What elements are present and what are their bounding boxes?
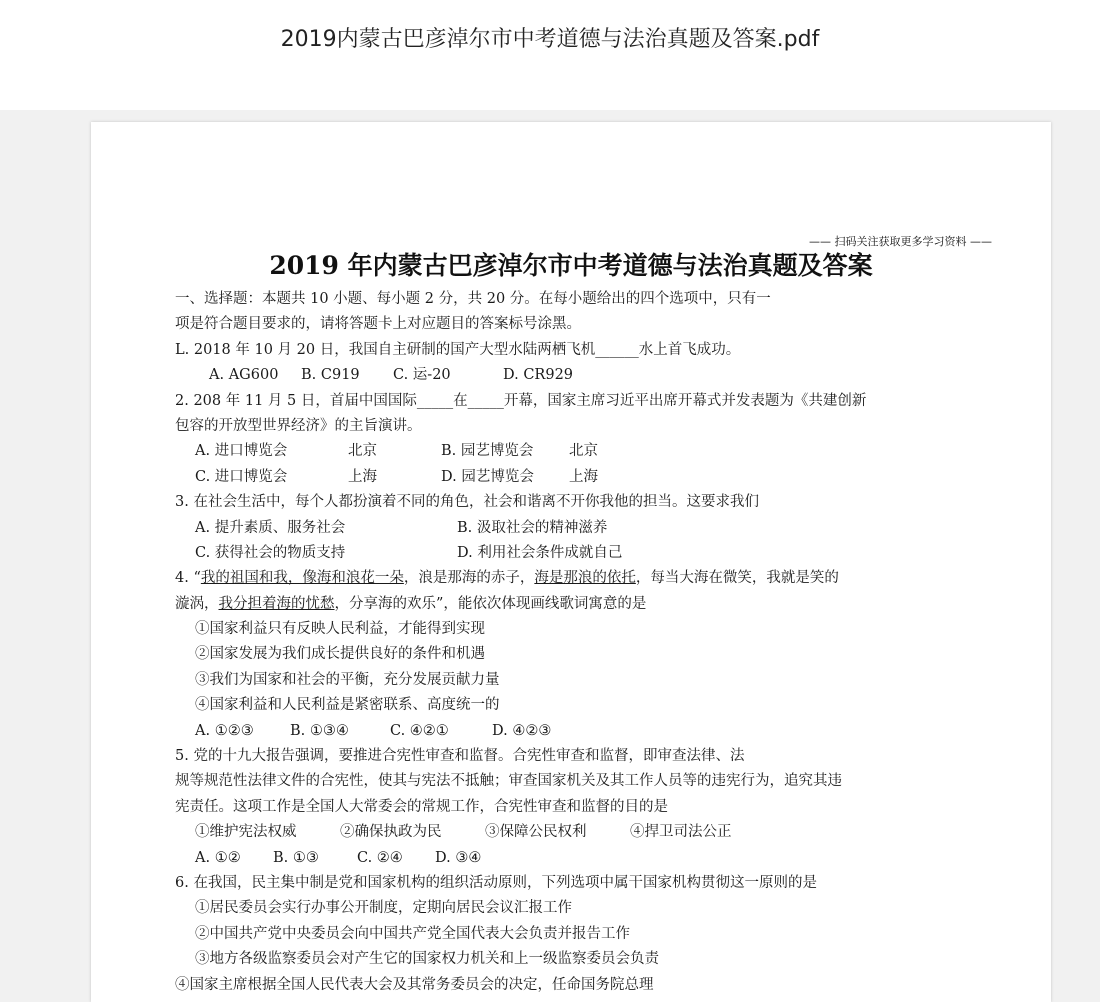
q4-underlined-lyric: 我分担着海的忧愁 xyxy=(218,595,335,612)
question-5-stem-3: 宪责任。这项工作是全国人大常委会的常规工作，合宪性审查和监督的目的是 xyxy=(175,798,668,815)
q4-text: ，浪是那海的赤子， xyxy=(403,570,535,587)
question-4-stem-1 xyxy=(175,566,995,591)
question-2-options-row-1 xyxy=(175,439,995,464)
question-4-options xyxy=(175,719,995,744)
intro-line-2: 项是符合题目要求的，请将答题卡上对应题目的答案标号涂黑。 xyxy=(175,316,581,333)
q4-option-d: D. ④②③ xyxy=(492,722,552,739)
pdf-page xyxy=(91,122,1051,1002)
question-1-stem: L. 2018 年 10 月 20 日，我国自主研制的国产大型水陆两栖飞机______水上首飞成功。 xyxy=(175,341,741,358)
question-3-options-row-2 xyxy=(175,541,995,566)
q5-option-d: D. ③④ xyxy=(435,849,482,866)
q5-item-1: ①维护宪法权威 xyxy=(195,824,297,841)
q2-option-d-city: 上海 xyxy=(569,468,598,485)
q5-item-2: ②确保执政为民 xyxy=(340,824,442,841)
file-title: 2019内蒙古巴彦淖尔市中考道德与法治真题及答案.pdf xyxy=(280,27,820,52)
question-2-stem-1: 2. 208 年 11 月 5 日，首届中国国际_____在_____开幕，国家主席习近平出席开幕式并发表题为《共建创新 xyxy=(175,392,867,409)
q5-item-3: ③保障公民权利 xyxy=(485,824,587,841)
q4-underlined-lyric: 海是那浪的依托 xyxy=(534,570,636,587)
q1-option-d: D. CR929 xyxy=(503,367,574,384)
question-4-stem-2 xyxy=(175,592,995,617)
q4-underlined-lyric: 我的祖国和我，像海和浪花一朵 xyxy=(200,570,404,587)
q5-option-c: C. ②④ xyxy=(357,849,403,866)
q6-item-3: ③地方各级监察委员会对产生它的国家权力机关和上一级监察委员会负责 xyxy=(195,951,659,968)
q2-option-d: D. 园艺博览会 xyxy=(441,468,534,485)
q4-text: 漩涡， xyxy=(175,595,219,612)
q3-option-a: A. 提升素质、服务社会 xyxy=(195,519,346,536)
question-1-options xyxy=(175,363,995,388)
q6-item-1: ①居民委员会实行办事公开制度，定期向居民会议汇报工作 xyxy=(195,900,572,917)
q4-item-2: ②国家发展为我们成长提供良好的条件和机遇 xyxy=(195,646,485,663)
q4-text: 4. “ xyxy=(175,570,201,587)
q5-option-a: A. ①② xyxy=(195,849,241,866)
q4-option-a: A. ①②③ xyxy=(195,722,254,739)
q3-option-c: C. 获得社会的物质支持 xyxy=(195,544,346,561)
q2-option-b: B. 园艺博览会 xyxy=(441,443,534,460)
q4-item-1: ①国家利益只有反映人民利益，才能得到实现 xyxy=(195,621,485,638)
q1-option-c: C. 运-20 xyxy=(393,367,451,384)
question-2-options-row-2 xyxy=(175,465,995,490)
document-body xyxy=(175,287,995,998)
question-5-stem-1: 5. 党的十九大报告强调，要推进合宪性审查和监督。合宪性审查和监督，即审查法律、法 xyxy=(175,748,745,765)
q1-option-b: B. C919 xyxy=(301,367,360,384)
q4-option-c: C. ④②① xyxy=(390,722,449,739)
question-6-stem: 6. 在我国，民主集中制是党和国家机构的组织活动原则，下列选项中属干国家机构贯彻这一原则的是 xyxy=(175,874,817,891)
q6-item-4: ④国家主席根据全国人民代表大会及其常务委员会的决定，任命国务院总理 xyxy=(175,976,654,993)
question-5-stem-2: 规等规范性法律文件的合宪性，使其与宪法不抵触；审查国家机关及其工作人员等的违宪行为，追究其违 xyxy=(175,773,842,790)
q2-option-c: C. 进口博览会 xyxy=(195,468,288,485)
viewer-header xyxy=(0,0,1100,110)
scan-note: —— 扫码关注获取更多学习资料 —— xyxy=(809,235,992,248)
q2-option-c-city: 上海 xyxy=(348,468,377,485)
document-title: 2019 年内蒙古巴彦淖尔市中考道德与法治真题及答案 xyxy=(269,251,873,280)
q2-option-a-city: 北京 xyxy=(348,443,377,460)
q2-option-b-city: 北京 xyxy=(569,443,598,460)
q2-option-a: A. 进口博览会 xyxy=(195,443,288,460)
q6-item-2: ②中国共产党中央委员会向中国共产党全国代表大会负责并报告工作 xyxy=(195,925,630,942)
q4-item-3: ③我们为国家和社会的平衡，充分发展贡献力量 xyxy=(195,671,500,688)
question-3-options-row-1 xyxy=(175,516,995,541)
question-2-stem-2: 包容的开放型世界经济》的主旨演讲。 xyxy=(175,417,422,434)
q4-option-b: B. ①③④ xyxy=(290,722,349,739)
question-3-stem: 3. 在社会生活中，每个人都扮演着不同的角色，社会和谐离不开你我他的担当。这要求我们 xyxy=(175,494,759,511)
q3-option-b: B. 汲取社会的精神滋养 xyxy=(457,519,608,536)
q4-item-4: ④国家利益和人民利益是紧密联系、高度统一的 xyxy=(195,697,500,714)
q4-text: ，每当大海在微笑，我就是笑的 xyxy=(635,570,839,587)
q5-item-4: ④捍卫司法公正 xyxy=(630,824,732,841)
q1-option-a: A. AG600 xyxy=(209,367,279,384)
question-5-options xyxy=(175,846,995,871)
q3-option-d: D. 利用社会条件成就自己 xyxy=(457,544,623,561)
intro-line-1: 一、选择题：本题共 10 小题、每小题 2 分，共 20 分。在每小题给出的四个选项中，只有一 xyxy=(175,291,771,307)
q5-option-b: B. ①③ xyxy=(273,849,319,866)
q4-text: ，分享海的欢乐”，能依次体现画线歌词寓意的是 xyxy=(334,595,647,612)
question-5-items xyxy=(175,820,995,845)
